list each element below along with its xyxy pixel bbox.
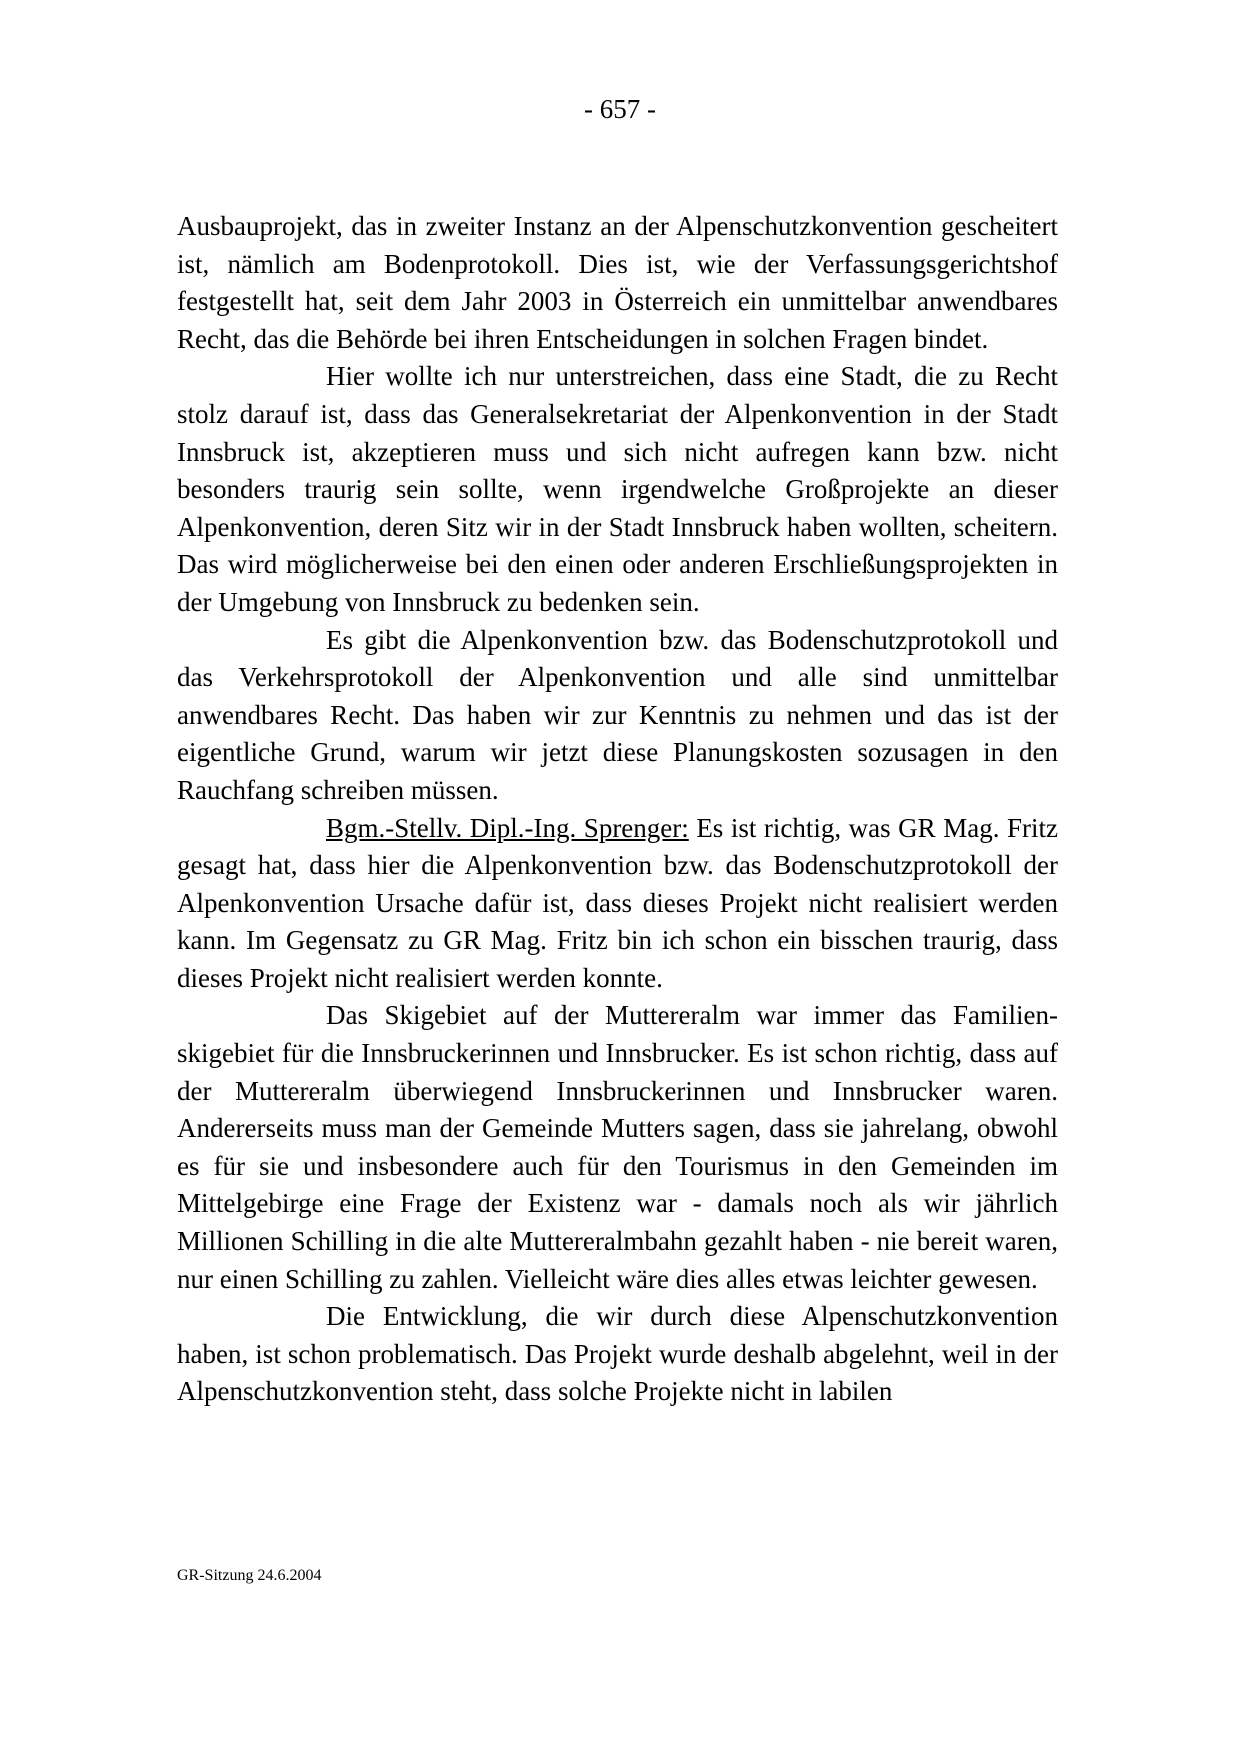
paragraph-2: Hier wollte ich nur unterstreichen, dass eine Stadt, die zu Recht stolz darauf ist, dass das Generalsekretariat der Alpenkonvention in der Stadt Innsbruck ist, akzeptieren muss und sich nicht aufregen kann bzw. nicht besonders traurig sein sollte, wenn irgendwelche Großprojekte an dieser Alpenkonvention, deren Sitz wir in der Stadt Innsbruck haben wollten, scheitern. Das wird möglicherweise bei den einen oder anderen Erschließungsprojekten in der Umgebung von Innsbruck zu bedenken sein. <box>177 361 1058 617</box>
paragraph-4-text: Es ist richtig, was GR Mag. Fritz gesagt hat, dass hier die Alpenkonvention bzw. das Bodenschutzprotokoll der Alpenkonvention Ursache dafür ist, dass dieses Projekt nicht realisiert werden kann. Im Gegensatz zu GR Mag. Fritz bin ich schon ein bisschen traurig, dass dieses Projekt nicht realisiert werden konnte. <box>177 812 1058 993</box>
paragraph-3: Es gibt die Alpenkonvention bzw. das Bodenschutzprotokoll und das Verkehrsprotokoll der Alpenkonvention und alle sind unmittelbar anwendbares Recht. Das haben wir zur Kenntnis zu nehmen und das ist der eigentliche Grund, warum wir jetzt diese Planungskosten sozusagen in den Rauchfang schreiben müssen. <box>177 624 1058 805</box>
page-number: - 657 - <box>584 94 656 124</box>
paragraph-4 <box>177 810 1058 998</box>
speaker-name: Bgm.-Stellv. Dipl.-Ing. Sprenger: <box>326 812 689 843</box>
paragraph-6: Die Entwicklung, die wir durch diese Alpenschutzkonvention haben, ist schon problematisch. Das Projekt wurde deshalb abgelehnt, weil in der Alpenschutzkonvention steht, dass solche Projekte nicht in labilen <box>177 1301 1058 1407</box>
paragraph-1: Ausbauprojekt, das in zweiter Instanz an der Alpenschutzkonvention gescheitert ist, nämlich am Bodenprotokoll. Dies ist, wie der Verfassungsgerichtshof festgestellt hat, seit dem Jahr 2003 in Österreich ein unmittelbar anwendbares Recht, das die Behörde bei ihren Entscheidungen in solchen Fragen bindet. <box>177 211 1058 354</box>
document-body <box>177 208 1058 1411</box>
paragraph-5: Das Skigebiet auf der Muttereralm war immer das Familienskigebiet für die Innsbruckerinnen und Innsbrucker. Es ist schon richtig, dass auf der Muttereralm überwiegend Innsbruckerinnen und Innsbrucker waren. Andererseits muss man der Gemeinde Mutters sagen, dass sie jahrelang, obwohl es für sie und insbesondere auch für den Tourismus in den Gemeinden im Mittelgebirge eine Frage der Existenz war - damals noch als wir jährlich Millionen Schilling in die alte Muttereralmbahn gezahlt haben - nie bereit waren, nur einen Schilling zu zahlen. Vielleicht wäre dies alles etwas leichter gewesen. <box>177 1000 1058 1294</box>
footer-session-date: GR-Sitzung 24.6.2004 <box>177 1567 322 1584</box>
